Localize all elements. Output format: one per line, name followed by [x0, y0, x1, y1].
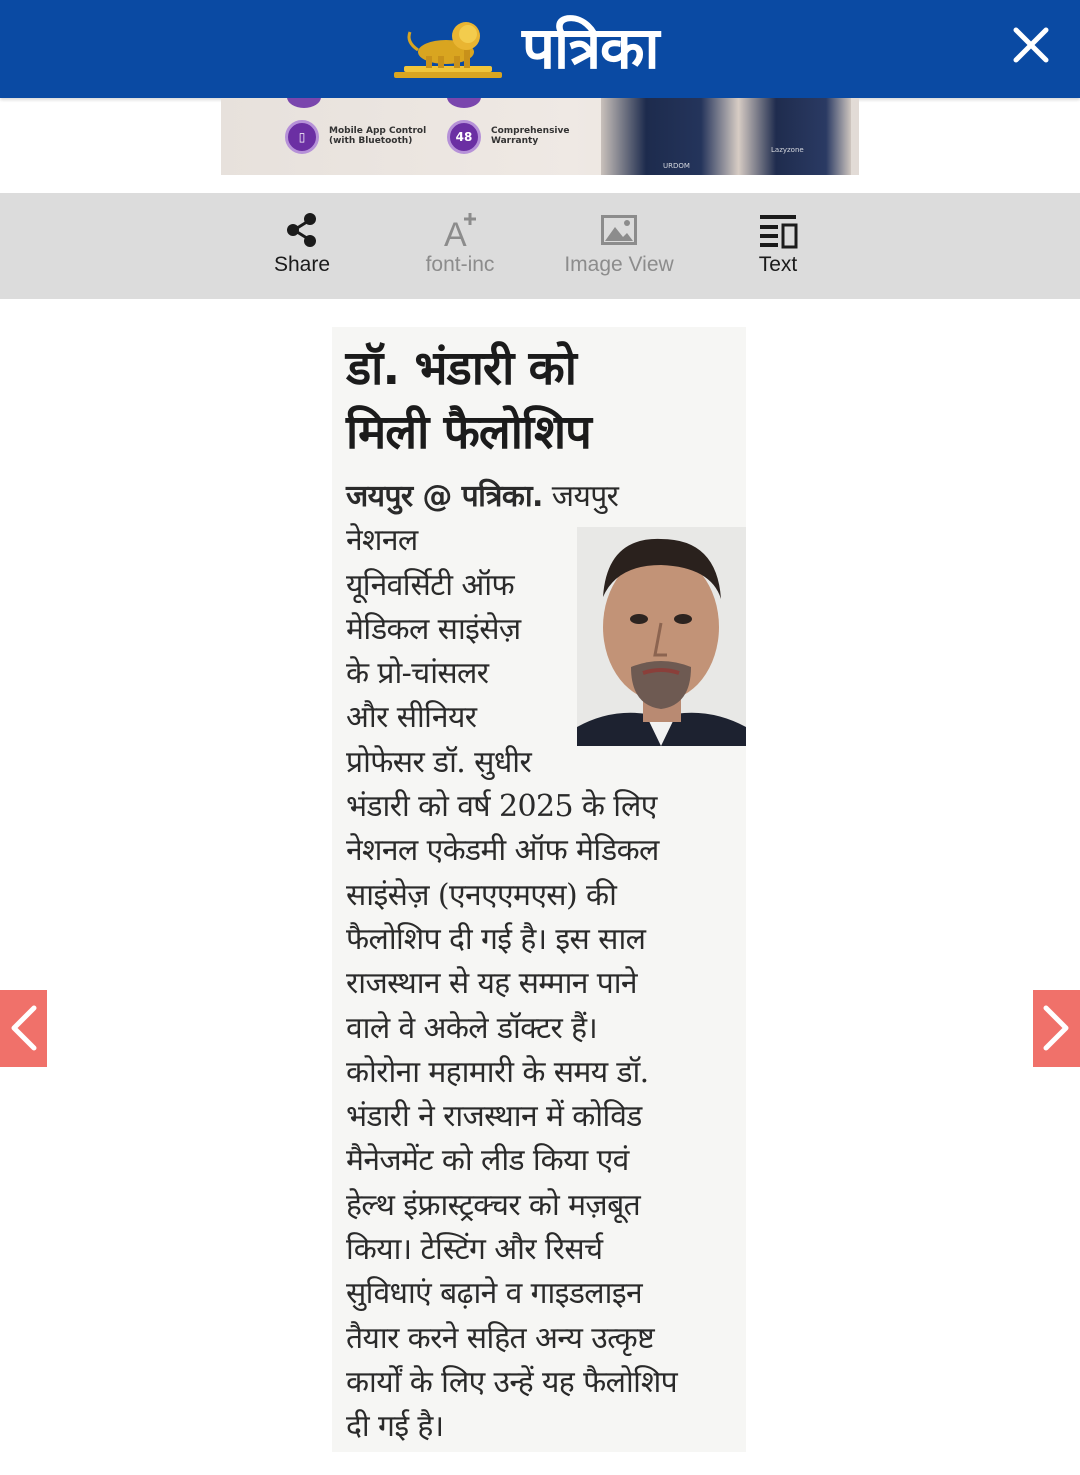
article-line: मेडिकल साइंसेज़ [346, 611, 521, 647]
ad-feature [447, 120, 591, 154]
article-headline [346, 337, 736, 465]
text-view-label: Text [758, 253, 798, 276]
text-view-button[interactable] [713, 211, 843, 289]
article-line: राजस्थान से यह सम्मान पाने [346, 966, 637, 1002]
article-line: वाले वे अकेले डॉक्टर हैं। [346, 1010, 598, 1046]
article-line [346, 475, 744, 519]
article-line: साइंसेज़ (एनएएमएस) की [346, 877, 617, 913]
headline-line: डॉ. भंडारी को [346, 341, 576, 396]
article-line: प्रोफेसर डॉ. सुधीर [346, 744, 532, 780]
article-line: कोरोना महामारी के समय डॉ. [346, 1054, 649, 1090]
ad-banner[interactable] [221, 98, 859, 175]
article-line: के प्रो-चांसलर [346, 656, 489, 692]
svg-text:A: A [444, 216, 467, 249]
ad-icon-partial [447, 98, 481, 108]
article-line: हेल्थ इंफ्रास्ट्रक्चर को मज़बूत [346, 1187, 641, 1223]
ad-feature-label: Mobile App Control (with Bluetooth) [329, 126, 427, 146]
article-line: यूनिवर्सिटी ऑफ [346, 567, 514, 603]
share-button[interactable] [237, 211, 367, 289]
next-article-button[interactable] [1033, 990, 1080, 1067]
font-inc-button[interactable] [395, 211, 525, 289]
image-icon [599, 211, 639, 249]
headline-line: मिली फैलोशिप [346, 405, 591, 460]
warranty-icon: 48 [447, 120, 481, 154]
article-line: दी गई है। [346, 1409, 444, 1445]
article-line: मैनेजमेंट को लीड किया एवं [346, 1143, 629, 1179]
brand-logo [388, 8, 659, 88]
article-line: भंडारी को वर्ष 2025 के लिए [346, 789, 657, 825]
article-line: सुविधाएं बढ़ाने व गाइडलाइन [346, 1276, 642, 1312]
ad-feature-label: Comprehensive Warranty [491, 126, 570, 146]
dateline: जयपुर @ पत्रिका. [346, 479, 543, 514]
font-inc-label: font-inc [425, 253, 495, 276]
article-line: फैलोशिप दी गई है। इस साल [346, 921, 646, 957]
app-header [0, 0, 1080, 98]
font-increase-icon [440, 211, 480, 249]
ad-tag: URDOM [663, 162, 690, 170]
lion-emblem-icon [388, 12, 508, 84]
chevron-left-icon [0, 990, 47, 1067]
close-icon[interactable] [1008, 22, 1054, 68]
image-view-label: Image View [564, 253, 674, 276]
ad-tag: Lazyzone [771, 146, 804, 154]
previous-article-button[interactable] [0, 990, 47, 1067]
article-line: कार्यों के लिए उन्हें यह फैलोशिप [346, 1364, 678, 1400]
share-label: Share [273, 253, 331, 276]
chevron-right-icon [1033, 990, 1080, 1067]
ad-icon-partial [287, 98, 321, 108]
bluetooth-app-icon: ▯ [285, 120, 319, 154]
article-line: भंडारी ने राजस्थान में कोविड [346, 1099, 642, 1135]
brand-name: पत्रिका [522, 14, 659, 82]
newspaper-clipping [332, 327, 746, 1452]
text-view-icon [758, 211, 798, 249]
ad-feature [285, 120, 429, 154]
ad-model-image [601, 98, 851, 175]
article-toolbar [0, 193, 1080, 299]
article-line-text: जयपुर [551, 479, 619, 514]
article-body [346, 475, 744, 1450]
share-icon [282, 211, 322, 249]
article-line: और सीनियर [346, 700, 477, 736]
article-line: नेशनल [346, 523, 418, 559]
article-line: तैयार करने सहित अन्य उत्कृष्ट [346, 1320, 654, 1356]
image-view-button[interactable] [554, 211, 684, 289]
article-line: किया। टेस्टिंग और रिसर्च [346, 1232, 603, 1268]
article-line: नेशनल एकेडमी ऑफ मेडिकल [346, 833, 659, 869]
